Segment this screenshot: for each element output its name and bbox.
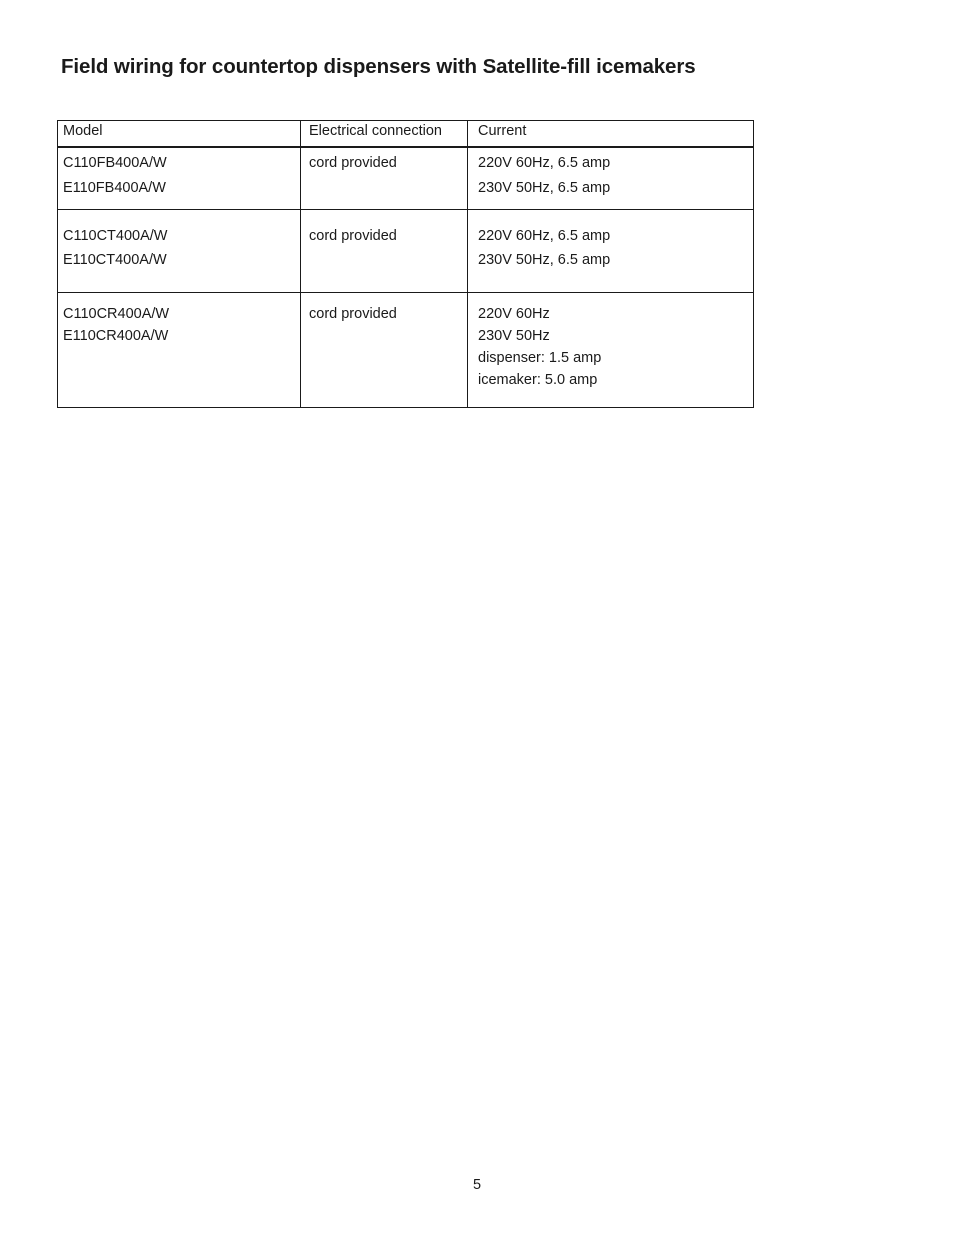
model-cell xyxy=(58,210,301,293)
current-value: 230V 50Hz, 6.5 amp xyxy=(478,252,611,268)
model-name: C110CR400A/W xyxy=(63,306,170,322)
current-cell xyxy=(468,147,754,210)
connection-value: cord provided xyxy=(309,155,397,171)
current-cell xyxy=(468,210,754,293)
model-name: C110FB400A/W xyxy=(63,155,167,171)
current-value: 220V 60Hz, 6.5 amp xyxy=(478,155,611,171)
column-header-current: Current xyxy=(468,121,754,148)
page-number: 5 xyxy=(472,1177,482,1193)
current-value: 230V 50Hz, 6.5 amp xyxy=(478,180,611,196)
model-name: E110CR400A/W xyxy=(63,328,169,344)
page-title: Field wiring for countertop dispensers with Satellite-fill icemakers xyxy=(61,55,696,78)
model-name: E110FB400A/W xyxy=(63,180,166,196)
table-row xyxy=(58,210,754,293)
current-cell xyxy=(468,293,754,408)
current-value: 230V 50Hz xyxy=(478,328,550,344)
current-value: icemaker: 5.0 amp xyxy=(478,372,598,388)
model-cell xyxy=(58,147,301,210)
current-value: 220V 60Hz, 6.5 amp xyxy=(478,228,611,244)
connection-value: cord provided xyxy=(309,228,397,244)
model-cell xyxy=(58,293,301,408)
connection-cell xyxy=(301,147,468,210)
current-value: 220V 60Hz xyxy=(478,306,550,322)
column-header-model: Model xyxy=(58,121,301,148)
connection-cell xyxy=(301,210,468,293)
table-row xyxy=(58,293,754,408)
connection-value: cord provided xyxy=(309,306,397,322)
column-header-electrical-connection: Electrical connection xyxy=(301,121,468,148)
model-name: E110CT400A/W xyxy=(63,252,167,268)
model-name: C110CT400A/W xyxy=(63,228,168,244)
table-header-row xyxy=(58,121,754,148)
table-row xyxy=(58,147,754,210)
current-value: dispenser: 1.5 amp xyxy=(478,350,602,366)
field-wiring-table xyxy=(57,120,754,408)
connection-cell xyxy=(301,293,468,408)
